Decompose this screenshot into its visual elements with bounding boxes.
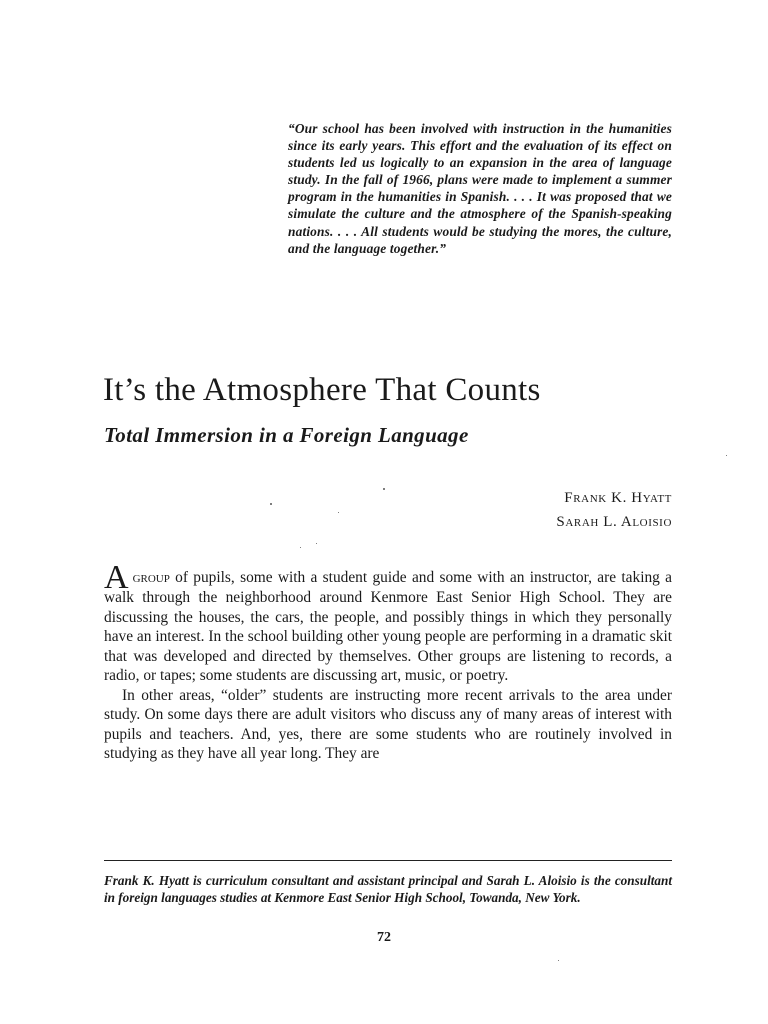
footnote-divider [104, 860, 672, 861]
scan-speck [558, 960, 559, 961]
author-name: Frank K. Hyatt [564, 490, 672, 506]
lead-small-caps: group [132, 569, 170, 586]
scan-speck [338, 512, 339, 513]
scan-speck [300, 547, 301, 548]
article-title: It’s the Atmosphere That Counts [103, 372, 541, 408]
scan-speck [270, 503, 272, 505]
body-paragraph [104, 559, 672, 686]
author-footnote: Frank K. Hyatt is curriculum consultant and assistant principal and Sarah L. Aloisio is the consultant in foreign languages studies at Kenmore East Senior High School, Towanda, New York. [104, 873, 672, 905]
article-body [104, 559, 672, 764]
scan-speck [726, 455, 727, 456]
drop-cap: A [104, 559, 129, 596]
epigraph-quote: “Our school has been involved with instruction in the humanities since its early years. This effort and the evaluation of its effect on students led us logically to an expansion in the area of language study. In the fall of 1966, plans were made to implement a summer program in the humanities in Spanish. . . . It was proposed that we simulate the culture and the atmosphere of the Spanish-speaking nations. . . . All students would be studying the mores, the culture, and the language together.” [288, 121, 672, 256]
paragraph-text: of pupils, some with a student guide and some with an instructor, are taking a walk through the neighborhood around Kenmore East Senior High School. They are discussing the houses, the cars, the people, and possibly things in which they personally have an interest. In the school building other young people are performing in a dramatic skit that was developed and directed by themselves. Other groups are listening to records, a radio, or tapes; some students are discussing art, music, or poetry. [104, 569, 672, 685]
scan-speck [316, 543, 317, 544]
article-subtitle: Total Immersion in a Foreign Language [104, 423, 469, 447]
page-number: 72 [377, 930, 391, 945]
author-byline [440, 486, 672, 534]
author-name: Sarah L. Aloisio [556, 514, 672, 530]
scan-speck [383, 488, 385, 490]
body-paragraph: In other areas, “older” students are instructing more recent arrivals to the area under study. On some days there are adult visitors who discuss any of many areas of interest with pupils and teachers. And, yes, there are some students who are routinely involved in studying as they have all year long. They are [104, 686, 672, 763]
